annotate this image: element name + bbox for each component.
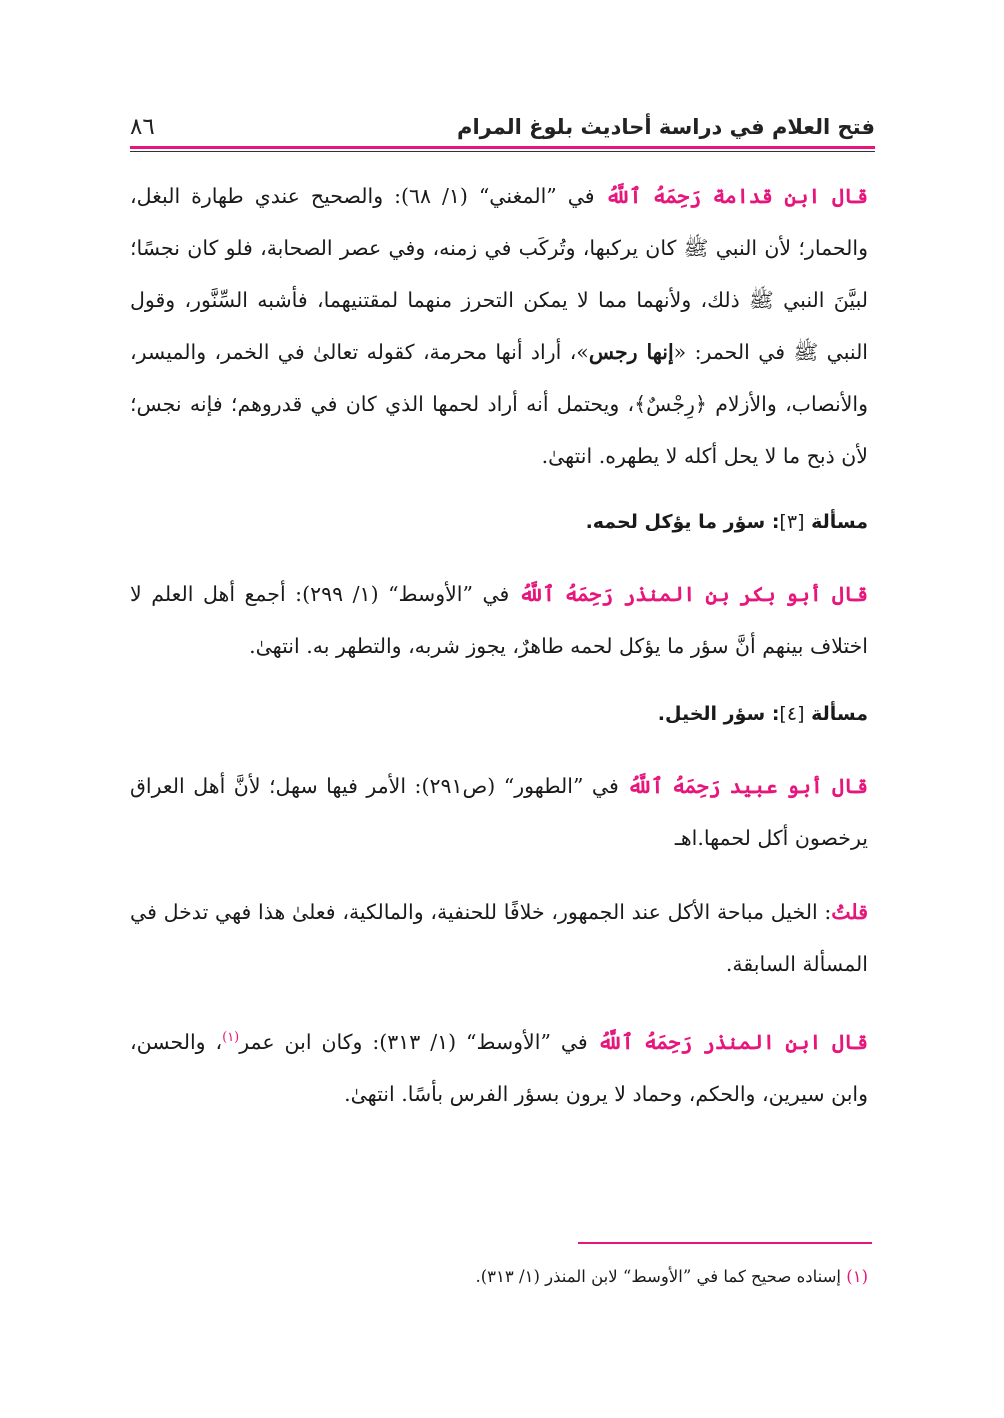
issue-number: [٤]: [779, 703, 805, 725]
paragraph-ibn-al-mundhir-2: [130, 1012, 868, 1120]
author-note-lead: قلتُ: [831, 900, 868, 924]
paragraph-text: في ”الأوسط“ (١/ ٣١٣): وكان ابن عمر: [239, 1029, 598, 1054]
page-body: [130, 170, 868, 1142]
paragraph-text: في ”الطهور“ (ص٢٩١): الأمر فيها سهل؛ لأنَّ أهل العراق يرخصون أكل لحمها.اهـ: [130, 774, 868, 850]
footnote-separator: [578, 1242, 872, 1244]
paragraph-text: »، أراد أنها محرمة، كقوله تعالىٰ في الخمر، والميسر، والأنصاب، والأزلام ﴿رِجْسٌ﴾، ويحتمل أنه أراد لحمها الذي كان في قدروهم؛ فإنه نجس؛ لأن ذبح ما لا يحل أكله لا يطهره. انتهىٰ.: [130, 340, 868, 468]
book-title: فتح العلام في دراسة أحاديث بلوغ المرام: [457, 115, 875, 139]
paragraph-text: : الخيل مباحة الأكل عند الجمهور، خلافًا للحنفية، والمالكية، فعلىٰ هذا فهي تدخل في المسألة السابقة.: [130, 900, 868, 976]
issue-title: : سؤر الخيل.: [657, 703, 780, 725]
footnote-text: إسناده صحيح كما في ”الأوسط“ لابن المنذر (١/ ٣١٣).: [475, 1267, 847, 1286]
speaker-name: قال أبو عبيد رَحِمَهُ ٱللَّهُ: [627, 774, 869, 798]
paragraph-ibn-qudama: [130, 170, 868, 482]
paragraph-text: في ”المغني“ (١/ ٦٨): والصحيح عندي طهارة البغل، والحمار؛ لأن النبي ﷺ كان يركبها، وتُركَب في زمنه، وفي عصر الصحابة، فلو كان نجسًا؛ لبيَّنَ النبي ﷺ ذلك، ولأنهما مما لا يمكن التحرز منهما لمقتنيهما، فأشبه السِّنَّور، وقول النبي ﷺ في الحمر: «: [130, 184, 869, 364]
issue-title: : سؤر ما يؤكل لحمه.: [585, 511, 780, 533]
paragraph-text: في ”الأوسط“ (١/ ٢٩٩): أجمع أهل العلم لا اختلاف بينهم أنَّ سؤر ما يؤكل لحمه طاهرٌ، يجوز شربه، والتطهر به. انتهىٰ.: [130, 582, 868, 658]
page-number: ٨٦: [130, 114, 155, 140]
header-rule: [130, 151, 875, 152]
footnote: [130, 1262, 868, 1292]
issue-heading-4: [130, 694, 868, 734]
paragraph-ibn-al-mundhir-1: [130, 568, 868, 672]
issue-label: مسألة: [804, 511, 868, 533]
issue-number: [٣]: [779, 511, 805, 533]
issue-label: مسألة: [804, 703, 868, 725]
footnote-marker[interactable]: (١): [222, 1030, 240, 1045]
paragraph-text: ، والحسن، وابن سيرين، والحكم، وحماد لا يرون بسؤر الفرس بأسًا. انتهىٰ.: [130, 1029, 868, 1106]
speaker-name: قال ابن قدامة رَحِمَهُ ٱللَّهُ: [605, 184, 868, 208]
paragraph-abu-ubayd: [130, 760, 868, 864]
speaker-name: قال ابن المنذر رَحِمَهُ ٱللَّهُ: [597, 1029, 868, 1054]
paragraph-author-note: [130, 886, 868, 990]
hadith-quote: إنها رجس: [588, 340, 674, 364]
speaker-name: قال أبو بكر بن المنذر رَحِمَهُ ٱللَّهُ: [518, 582, 868, 606]
footnote-number: (١): [846, 1267, 868, 1286]
header-rule-accent: [130, 146, 875, 149]
issue-heading-3: [130, 502, 868, 542]
